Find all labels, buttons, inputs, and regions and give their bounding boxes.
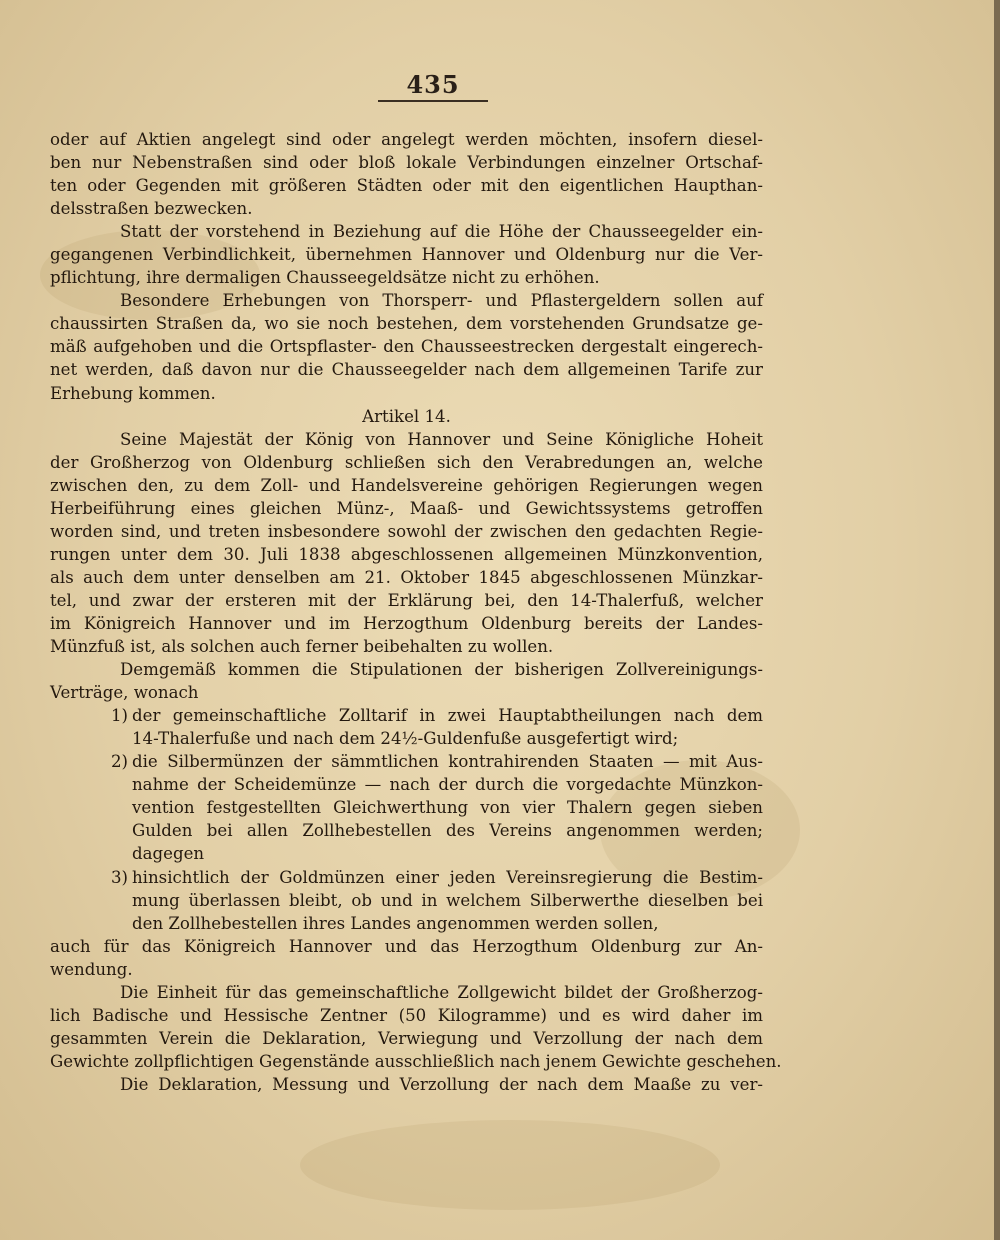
- paragraph: [50, 981, 782, 1073]
- text-line: vention festgestellten Gleichwerthung von vier Thalern gegen sieben: [132, 798, 763, 818]
- text-line: der gemeinschaftliche Zolltarif in zwei Hauptabtheilungen nach dem: [132, 706, 763, 726]
- text-line: die Silbermünzen der sämmtlichen kontrahirenden Staaten — mit Aus-: [132, 752, 763, 772]
- text-line: Erhebung kommen.: [50, 383, 216, 403]
- text-line: Gewichte zollpflichtigen Gegenstände ausschließlich nach jenem Gewichte geschehen.: [50, 1051, 782, 1071]
- paragraph: [50, 935, 763, 981]
- text-line: mäß aufgehoben und die Ortspflaster- den Chausseestrecken dergestalt eingerech-: [50, 337, 763, 357]
- text-line: rungen unter dem 30. Juli 1838 abgeschlossenen allgemeinen Münzkonvention,: [50, 544, 763, 564]
- text-line: gegangenen Verbindlichkeit, übernehmen Hannover und Oldenburg nur die Ver-: [50, 245, 763, 265]
- paragraph: [50, 428, 763, 658]
- text-line: Die Deklaration, Messung und Verzollung der nach dem Maaße zu ver-: [120, 1074, 763, 1094]
- text-line: den Zollhebestellen ihres Landes angenommen werden sollen,: [132, 913, 659, 933]
- item-number: 3): [110, 867, 128, 887]
- text-line: chaussirten Straßen da, wo sie noch bestehen, dem vorstehenden Grundsatze ge-: [50, 314, 763, 334]
- page-number: 435: [406, 70, 460, 99]
- text-line: auch für das Königreich Hannover und das Herzogthum Oldenburg zur An-: [50, 936, 763, 956]
- text-line: worden sind, und treten insbesondere sowohl der zwischen den gedachten Regie-: [50, 521, 763, 541]
- paragraph: [50, 220, 763, 289]
- text-line: mung überlassen bleibt, ob und in welchem Silberwerthe dieselben bei: [132, 890, 763, 910]
- text-line: tel, und zwar der ersteren mit der Erklärung bei, den 14-Thalerfuß, welcher: [50, 590, 763, 610]
- text-line: Demgemäß kommen die Stipulationen der bisherigen Zollvereinigungs-: [120, 660, 763, 680]
- text-line: Gulden bei allen Zollhebestellen des Vereins angenommen werden;: [132, 821, 763, 841]
- text-line: ten oder Gegenden mit größeren Städten oder mit den eigentlichen Haupthan-: [50, 176, 763, 196]
- text-line: Artikel 14.: [362, 406, 451, 426]
- text-line: gesammten Verein die Deklaration, Verwiegung und Verzollung der nach dem: [50, 1028, 763, 1048]
- page-edge: [994, 0, 1000, 1240]
- text-line: pflichtung, ihre dermaligen Chausseegeldsätze nicht zu erhöhen.: [50, 268, 600, 288]
- enumerated-item: [50, 704, 763, 750]
- text-line: Herbeiführung eines gleichen Münz-, Maaß- und Gewichtssystems getroffen: [50, 498, 763, 518]
- text-line: Besondere Erhebungen von Thorsperr- und Pflastergeldern sollen auf: [120, 291, 763, 311]
- paragraph: [50, 128, 763, 220]
- text-line: im Königreich Hannover und im Herzogthum Oldenburg bereits der Landes-: [50, 613, 763, 633]
- text-line: nahme der Scheidemünze — nach der durch die vorgedachte Münzkon-: [132, 775, 763, 795]
- text-line: der Großherzog von Oldenburg schließen sich den Verabredungen an, welche: [50, 452, 763, 472]
- text-line: wendung.: [50, 959, 133, 979]
- text-line: Die Einheit für das gemeinschaftliche Zollgewicht bildet der Großherzog-: [120, 982, 763, 1002]
- body-text: [50, 128, 782, 1096]
- text-line: Verträge, wonach: [50, 683, 199, 703]
- text-line: Statt der vorstehend in Beziehung auf die Höhe der Chausseegelder ein-: [120, 222, 763, 242]
- enumerated-item: [50, 866, 763, 935]
- page-number-rule: [378, 100, 488, 102]
- paragraph: [50, 658, 763, 704]
- item-number: 2): [110, 752, 128, 772]
- text-line: als auch dem unter denselben am 21. Oktober 1845 abgeschlossenen Münzkar-: [50, 567, 763, 587]
- text-line: net werden, daß davon nur die Chausseegelder nach dem allgemeinen Tarife zur: [50, 360, 763, 380]
- text-line: Seine Majestät der König von Hannover und Seine Königliche Hoheit: [120, 429, 763, 449]
- text-line: zwischen den, zu dem Zoll- und Handelsvereine gehörigen Regierungen wegen: [50, 475, 763, 495]
- text-line: hinsichtlich der Goldmünzen einer jeden Vereinsregierung die Bestim-: [132, 867, 763, 887]
- text-line: 14-Thalerfuße und nach dem 24½-Guldenfuße ausgefertigt wird;: [132, 729, 679, 749]
- text-line: delsstraßen bezwecken.: [50, 199, 253, 219]
- article-heading: [50, 405, 763, 428]
- enumerated-item: [50, 750, 763, 865]
- paragraph: [50, 1073, 763, 1096]
- text-line: dagegen: [132, 844, 205, 864]
- text-line: oder auf Aktien angelegt sind oder angelegt werden möchten, insofern diesel-: [50, 130, 763, 149]
- item-number: 1): [110, 706, 128, 726]
- text-line: Münzfuß ist, als solchen auch ferner beibehalten zu wollen.: [50, 637, 554, 657]
- text-line: ben nur Nebenstraßen sind oder bloß lokale Verbindungen einzelner Ortschaf-: [50, 153, 763, 173]
- paper-stain: [300, 1120, 720, 1210]
- text-line: lich Badische und Hessische Zentner (50 Kilogramme) und es wird daher im: [50, 1005, 763, 1025]
- paragraph: [50, 289, 763, 404]
